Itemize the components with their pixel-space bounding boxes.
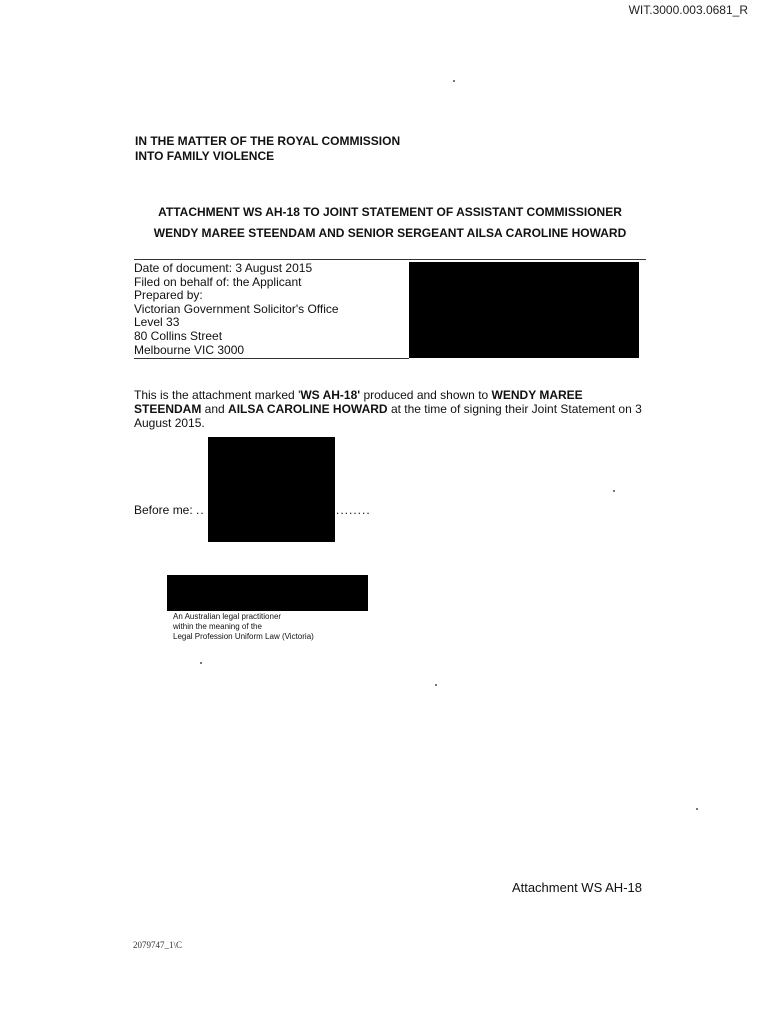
scan-speck	[435, 684, 437, 686]
redaction-block-signature	[208, 437, 335, 542]
statement-name-1: WENDY MAREE STEENDAM	[134, 388, 583, 416]
attachment-title-line-2: WENDY MAREE STEENDAM AND SENIOR SERGEANT AILSA CAROLINE HOWARD	[153, 226, 627, 240]
filing-city: Melbourne VIC 3000	[134, 342, 245, 357]
filing-level: Level 33	[134, 315, 180, 330]
redaction-block-filing	[409, 262, 639, 358]
scan-speck	[696, 808, 698, 810]
attachment-title-line-1: ATTACHMENT WS AH-18 TO JOINT STATEMENT OF ASSISTANT COMMISSIONER	[158, 205, 622, 219]
statement-part-4: at the time of signing their Joint Statement on 3 August 2015.	[134, 402, 642, 430]
document-id: WIT.3000.003.0681_R	[628, 3, 748, 17]
scan-speck	[453, 80, 455, 82]
filing-date: Date of document: 3 August 2015	[134, 261, 313, 275]
filing-details	[134, 262, 339, 357]
statement-part-3: and	[201, 402, 229, 416]
filing-office: Victorian Government Solicitor's Office	[134, 301, 339, 316]
before-me-lead-dots: ..	[196, 503, 205, 517]
matter-line-2: INTO FAMILY VIOLENCE	[135, 149, 275, 163]
scan-speck	[613, 490, 615, 492]
redaction-block-witness	[167, 575, 368, 611]
practitioner-caption	[173, 612, 314, 642]
practitioner-line-3: Legal Profession Uniform Law (Victoria)	[173, 632, 314, 641]
practitioner-line-2: within the meaning of the	[173, 622, 262, 631]
filing-street: 80 Collins Street	[134, 328, 223, 343]
scan-speck	[200, 662, 202, 664]
attachment-statement	[134, 388, 644, 430]
statement-name-2: AILSA CAROLINE HOWARD	[228, 402, 388, 416]
statement-part-1: This is the attachment marked '	[134, 388, 301, 402]
statement-marked: WS AH-18'	[300, 388, 361, 402]
before-me-trail-dots: ........	[336, 503, 371, 517]
filing-prepared-by: Prepared by:	[134, 288, 203, 303]
before-me-line	[134, 503, 205, 517]
matter-heading	[135, 134, 400, 164]
filing-on-behalf: Filed on behalf of: the Applicant	[134, 274, 302, 289]
matter-line-1: IN THE MATTER OF THE ROYAL COMMISSION	[135, 134, 401, 148]
attachment-label: Attachment WS AH-18	[511, 880, 642, 895]
filing-top-rule	[134, 259, 646, 260]
document-number: 2079747_1\C	[133, 940, 183, 950]
practitioner-line-1: An Australian legal practitioner	[173, 612, 282, 621]
filing-bottom-rule	[134, 358, 409, 359]
before-me-label: Before me:	[134, 503, 193, 517]
statement-part-2: produced and shown to	[360, 388, 492, 402]
